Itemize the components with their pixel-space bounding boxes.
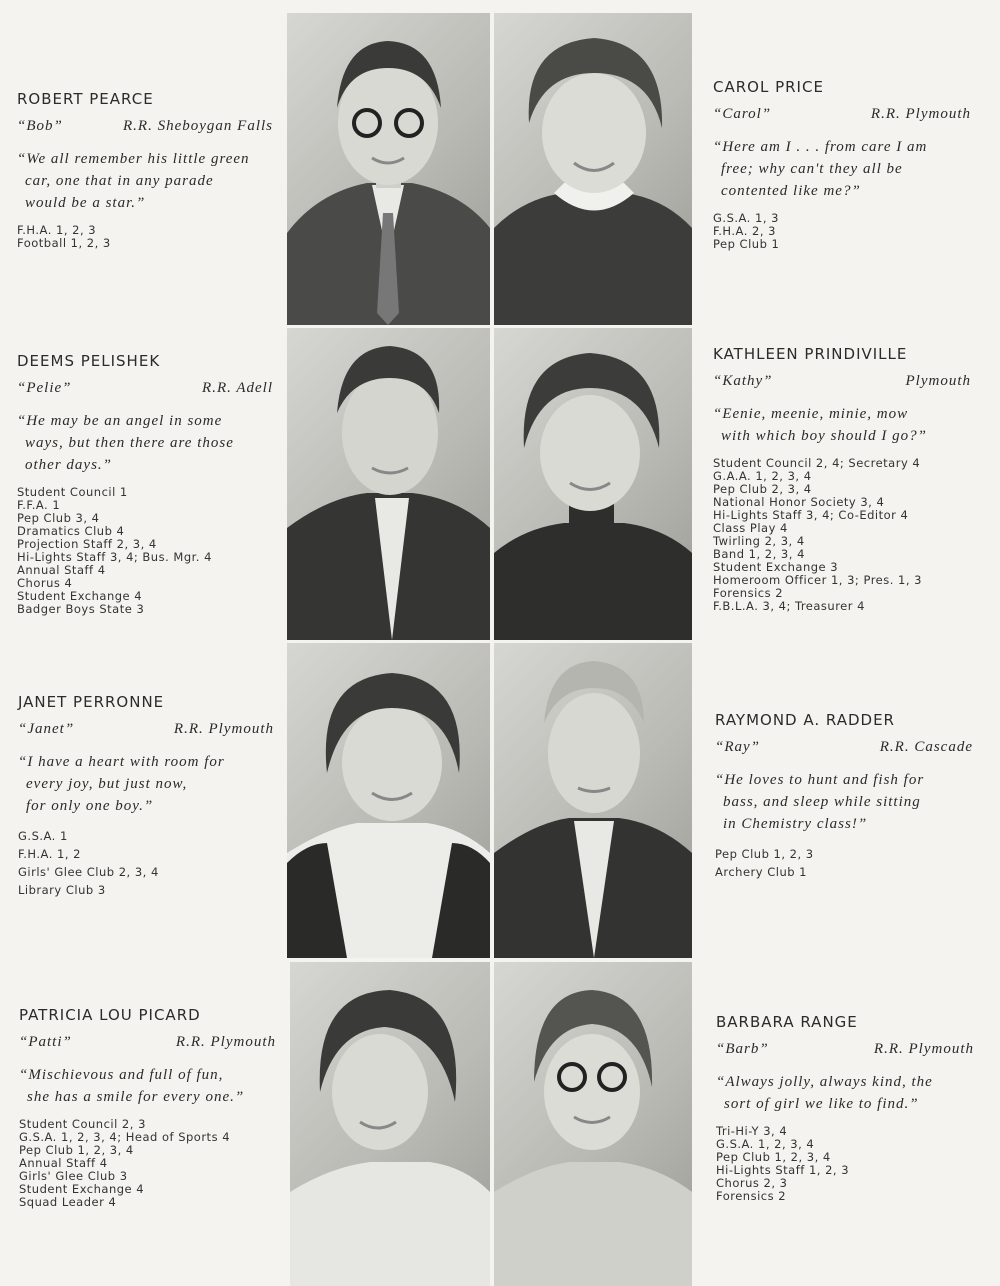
quote-line: “Mischievous and full of fun, (19, 1067, 224, 1083)
quote-line: “He may be an angel in some (17, 413, 223, 429)
activity-item: G.S.A. 1, 3 (713, 211, 779, 225)
portrait-kathleen-prindiville (494, 328, 692, 640)
activity-item: Forensics 2 (716, 1189, 787, 1203)
quote-line: in Chemistry class!” (723, 816, 868, 832)
activity-item: Dramatics Club 4 (17, 524, 125, 538)
student-entry (17, 352, 273, 616)
quote-line: “I have a heart with room for (18, 754, 225, 770)
activity-item: Band 1, 2, 3, 4 (713, 547, 805, 561)
student-entry (715, 711, 973, 881)
student-quote (17, 148, 273, 214)
nickname-line (713, 373, 971, 393)
quote-line: with which boy should I go?” (721, 428, 927, 444)
student-quote (716, 1071, 974, 1115)
activity-item: Pep Club 3, 4 (17, 511, 100, 525)
student-name: PATRICIA LOU PICARD (19, 1006, 201, 1024)
activity-item: Girls' Glee Club 2, 3, 4 (18, 865, 159, 879)
activity-item: F.H.A. 1, 2, 3 (17, 223, 97, 237)
activity-item: Tri-Hi-Y 3, 4 (716, 1124, 788, 1138)
activity-item: Twirling 2, 3, 4 (713, 534, 805, 548)
quote-line: other days.” (25, 457, 112, 473)
activity-item: F.H.A. 1, 2 (18, 847, 81, 861)
activities-list (19, 1118, 276, 1209)
student-town: Plymouth (905, 373, 971, 389)
portrait-raymond-radder (494, 643, 692, 958)
student-nickname: “Janet” (18, 721, 75, 737)
activity-item: Pep Club 1 (713, 237, 780, 251)
student-nickname: “Bob” (17, 118, 63, 134)
student-nickname: “Ray” (715, 739, 761, 755)
activity-item: Football 1, 2, 3 (17, 236, 111, 250)
activity-item: Forensics 2 (713, 586, 784, 600)
activity-item: Chorus 2, 3 (716, 1176, 788, 1190)
activities-list (17, 224, 273, 250)
student-nickname: “Barb” (716, 1041, 769, 1057)
quote-line: would be a star.” (25, 195, 146, 211)
activity-item: Squad Leader 4 (19, 1195, 117, 1209)
student-name: CAROL PRICE (713, 78, 824, 96)
portrait-patricia-picard (290, 962, 490, 1286)
quote-line: “He loves to hunt and fish for (715, 772, 925, 788)
quote-line: “We all remember his little green (17, 151, 250, 167)
portrait-robert-pearce (287, 13, 490, 325)
student-quote (17, 410, 273, 476)
activity-item: Pep Club 1, 2, 3 (715, 847, 814, 861)
student-entry (716, 1013, 974, 1203)
student-town: R.R. Plymouth (870, 106, 971, 122)
student-quote (715, 769, 973, 835)
student-town: R.R. Plymouth (873, 1041, 974, 1057)
student-quote (19, 1064, 276, 1108)
student-entry (713, 345, 971, 613)
nickname-line (17, 118, 273, 138)
quote-line: sort of girl we like to find.” (724, 1096, 919, 1112)
student-town: R.R. Adell (202, 380, 273, 396)
activity-item: Pep Club 1, 2, 3, 4 (19, 1143, 134, 1157)
quote-line: bass, and sleep while sitting (723, 794, 921, 810)
activities-list (716, 1125, 974, 1203)
quote-line: car, one that in any parade (25, 173, 214, 189)
activity-item: Girls' Glee Club 3 (19, 1169, 128, 1183)
activity-item: G.S.A. 1, 2, 3, 4 (716, 1137, 815, 1151)
portrait-barbara-range (494, 962, 692, 1286)
quote-line: contented like me?” (721, 183, 861, 199)
student-entry (19, 1006, 276, 1209)
student-quote (713, 403, 971, 447)
activity-item: Student Exchange 4 (19, 1182, 145, 1196)
student-entry (713, 78, 971, 251)
activities-list (18, 827, 274, 899)
portrait-janet-perronne (287, 643, 490, 958)
activity-item: Projection Staff 2, 3, 4 (17, 537, 157, 551)
quote-line: ways, but then there are those (25, 435, 234, 451)
activity-item: Student Exchange 4 (17, 589, 143, 603)
activity-item: Hi-Lights Staff 3, 4; Co-Editor 4 (713, 508, 909, 522)
student-entry (18, 693, 274, 899)
student-nickname: “Patti” (19, 1034, 72, 1050)
activity-item: Student Council 2, 3 (19, 1117, 146, 1131)
nickname-line (715, 739, 973, 759)
activity-item: G.S.A. 1, 2, 3, 4; Head of Sports 4 (19, 1130, 231, 1144)
activity-item: Badger Boys State 3 (17, 602, 145, 616)
activities-list (17, 486, 273, 616)
student-nickname: “Carol” (713, 106, 772, 122)
nickname-line (713, 106, 971, 126)
activity-item: Annual Staff 4 (19, 1156, 108, 1170)
quote-line: “Eenie, meenie, minie, mow (713, 406, 909, 422)
student-name: BARBARA RANGE (716, 1013, 858, 1031)
activity-item: Annual Staff 4 (17, 563, 106, 577)
nickname-line (18, 721, 274, 741)
activity-item: Pep Club 2, 3, 4 (713, 482, 812, 496)
activity-item: Archery Club 1 (715, 865, 808, 879)
activity-item: F.F.A. 1 (17, 498, 61, 512)
activities-list (715, 845, 973, 881)
activity-item: Pep Club 1, 2, 3, 4 (716, 1150, 831, 1164)
quote-line: every joy, but just now, (26, 776, 188, 792)
activity-item: National Honor Society 3, 4 (713, 495, 885, 509)
student-town: R.R. Plymouth (175, 1034, 276, 1050)
student-name: ROBERT PEARCE (17, 90, 154, 108)
student-town: R.R. Cascade (879, 739, 973, 755)
quote-line: free; why can't they all be (721, 161, 903, 177)
quote-line: she has a smile for every one.” (27, 1089, 245, 1105)
portrait-deems-pelishek (287, 328, 490, 640)
student-name: KATHLEEN PRINDIVILLE (713, 345, 908, 363)
activity-item: Hi-Lights Staff 1, 2, 3 (716, 1163, 850, 1177)
student-town: R.R. Plymouth (173, 721, 274, 737)
activity-item: Homeroom Officer 1, 3; Pres. 1, 3 (713, 573, 922, 587)
activities-list (713, 457, 971, 613)
quote-line: for only one boy.” (26, 798, 154, 814)
activity-item: G.A.A. 1, 2, 3, 4 (713, 469, 812, 483)
portrait-carol-price (494, 13, 692, 325)
student-quote (713, 136, 971, 202)
activity-item: Student Exchange 3 (713, 560, 839, 574)
activities-list (713, 212, 971, 251)
activity-item: Library Club 3 (18, 883, 106, 897)
student-name: RAYMOND A. RADDER (715, 711, 895, 729)
nickname-line (17, 380, 273, 400)
student-name: DEEMS PELISHEK (17, 352, 161, 370)
activity-item: Hi-Lights Staff 3, 4; Bus. Mgr. 4 (17, 550, 212, 564)
student-name: JANET PERRONNE (18, 693, 165, 711)
student-entry (17, 90, 273, 250)
activity-item: Chorus 4 (17, 576, 73, 590)
student-nickname: “Kathy” (713, 373, 773, 389)
student-nickname: “Pelie” (17, 380, 72, 396)
student-quote (18, 751, 274, 817)
nickname-line (19, 1034, 276, 1054)
activity-item: F.H.A. 2, 3 (713, 224, 776, 238)
activity-item: Class Play 4 (713, 521, 788, 535)
nickname-line (716, 1041, 974, 1061)
activity-item: G.S.A. 1 (18, 829, 68, 843)
student-town: R.R. Sheboygan Falls (123, 118, 273, 134)
quote-line: “Always jolly, always kind, the (716, 1074, 933, 1090)
quote-line: “Here am I . . . from care I am (713, 139, 928, 155)
activity-item: F.B.L.A. 3, 4; Treasurer 4 (713, 599, 865, 613)
activity-item: Student Council 2, 4; Secretary 4 (713, 456, 921, 470)
activity-item: Student Council 1 (17, 485, 128, 499)
